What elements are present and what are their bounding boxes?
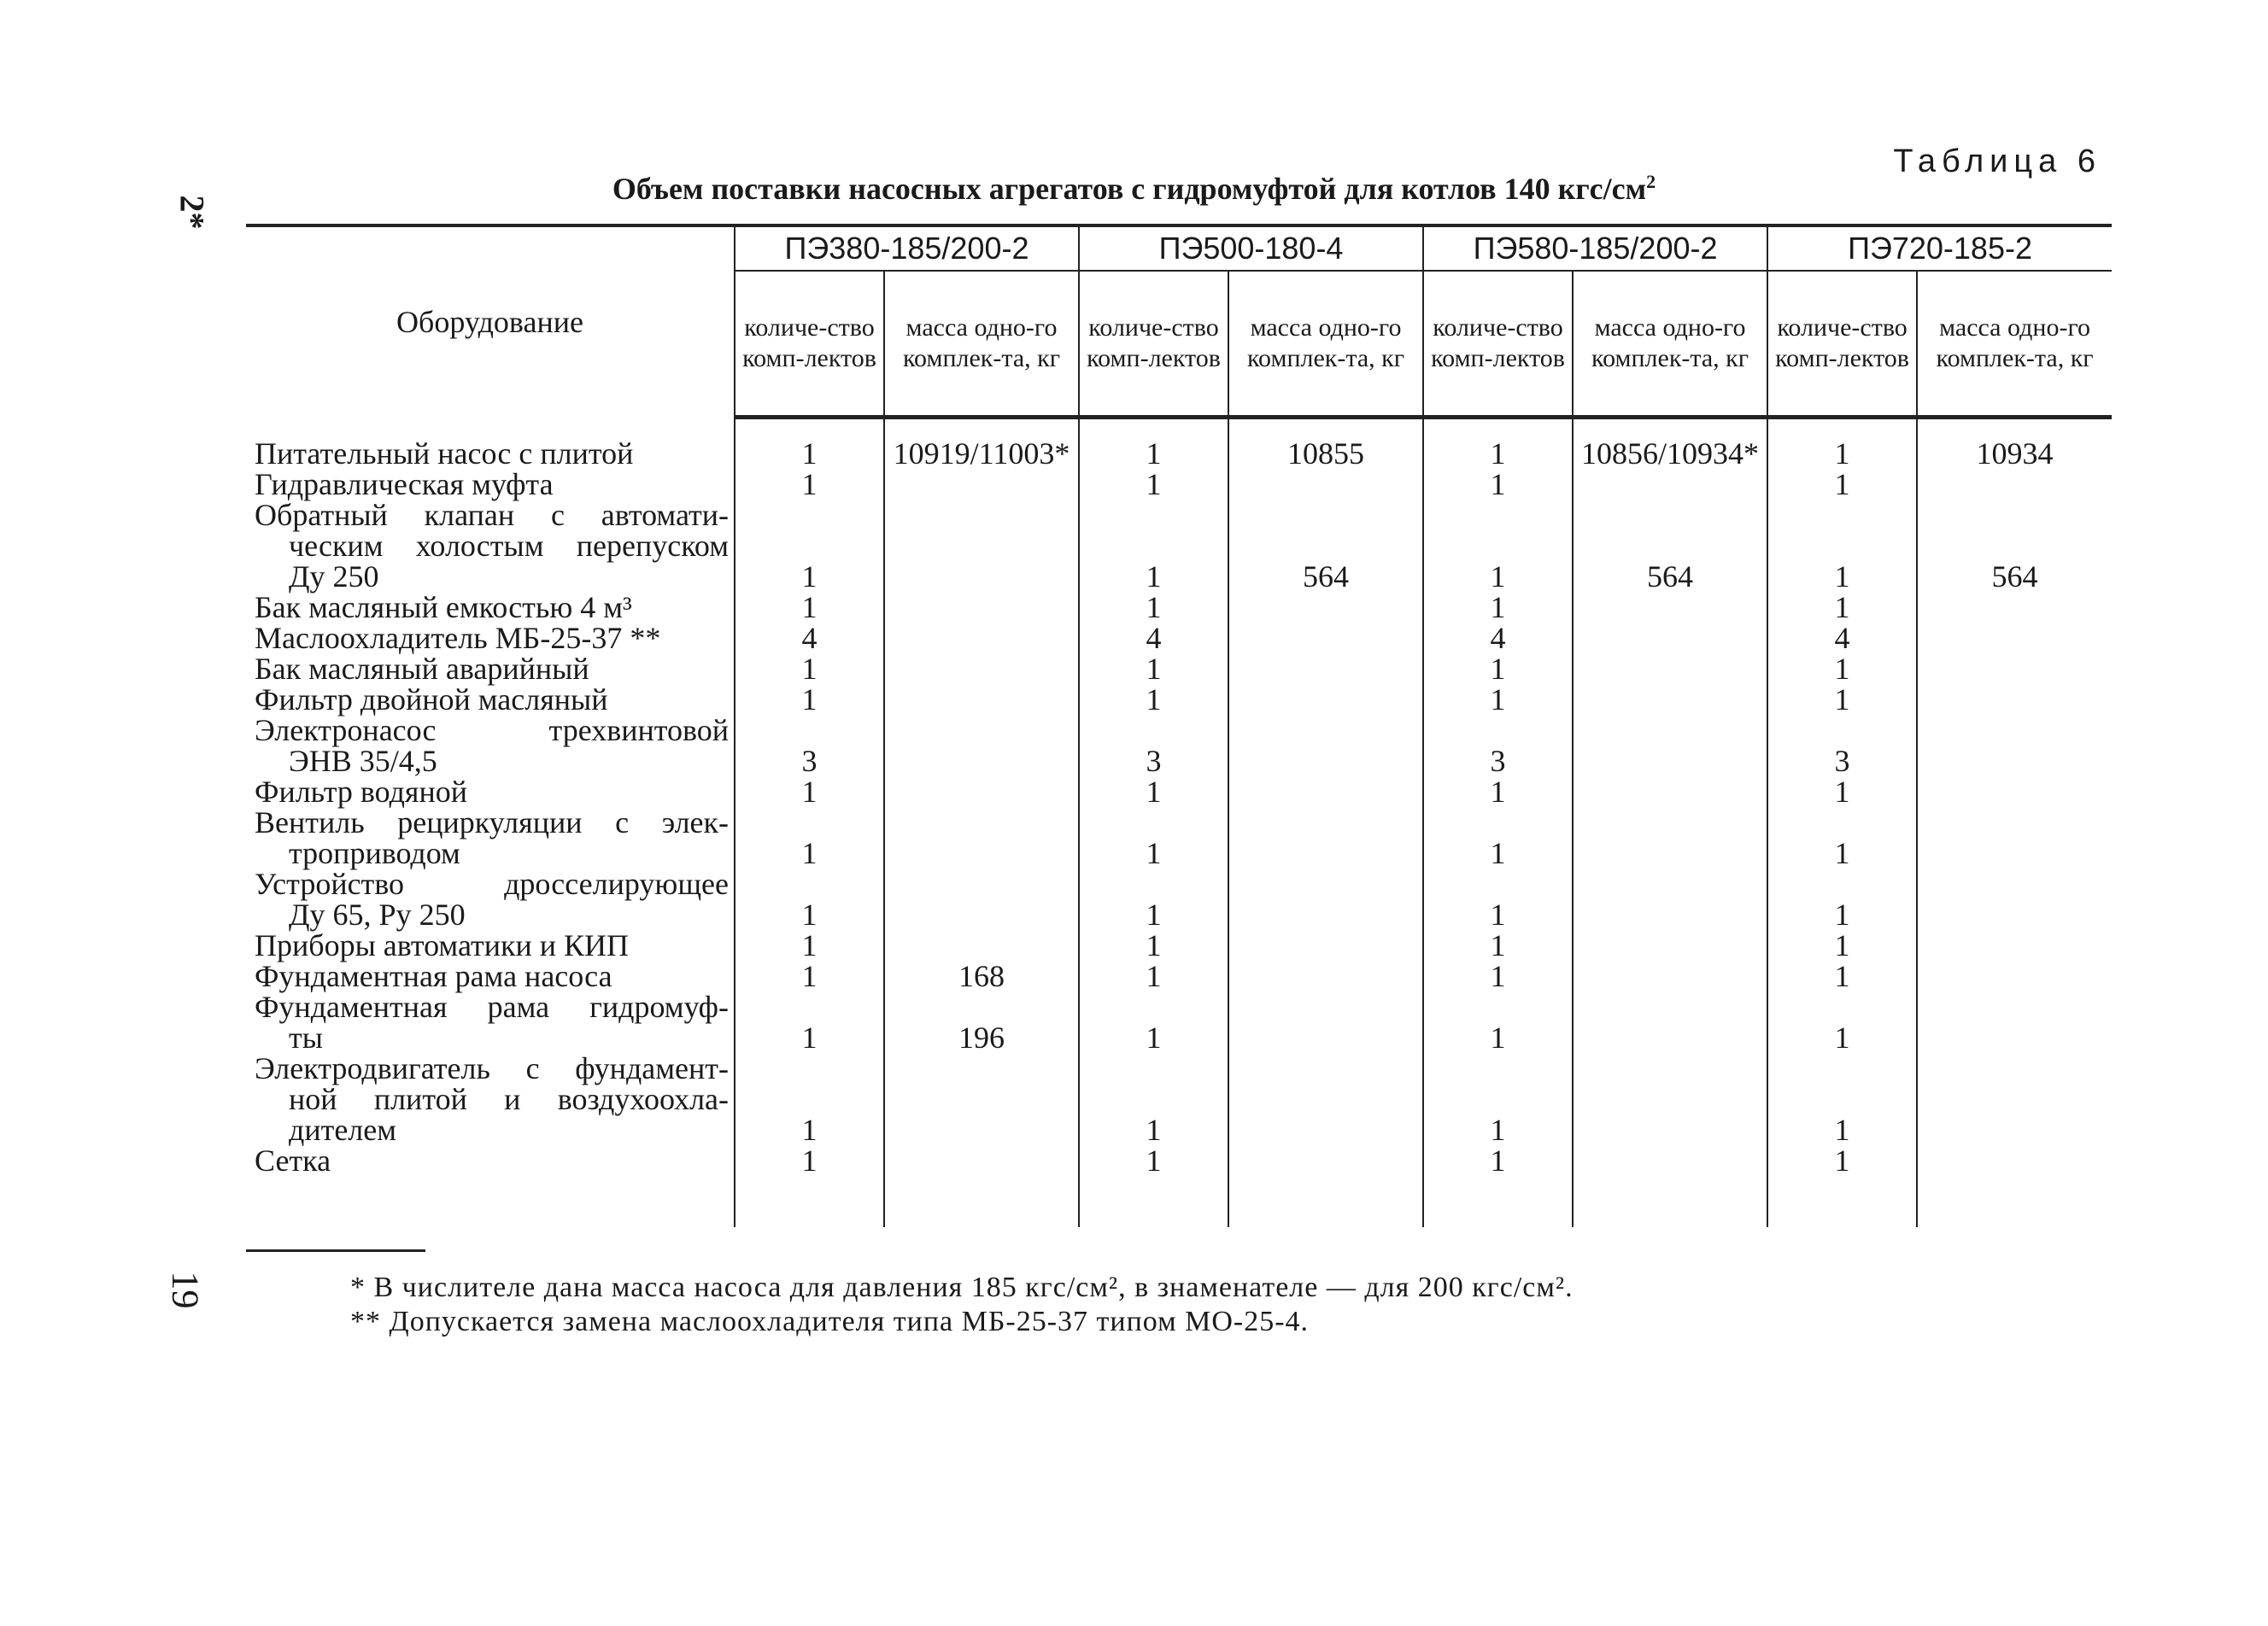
qty-cell: 1: [735, 869, 884, 930]
mass-cell: [1228, 592, 1423, 623]
qty-cell: 1: [1423, 1053, 1573, 1145]
qty-cell: 1: [1767, 500, 1917, 592]
equipment-name-line: ческим холостым перепуском: [289, 529, 729, 563]
mass-cell: [1228, 469, 1423, 500]
mass-cell: [1573, 930, 1767, 961]
mass-cell: [884, 623, 1079, 653]
mass-cell: [1573, 469, 1767, 500]
qty-cell: 1: [1079, 653, 1228, 684]
mass-cell: [884, 653, 1079, 684]
qty-cell: 1: [1767, 653, 1917, 684]
mass-cell: [1917, 1053, 2112, 1145]
equipment-name: [246, 961, 735, 991]
mass-cell: 564: [1573, 500, 1767, 592]
header-mass: [1917, 271, 2112, 418]
table-row: [246, 930, 2112, 961]
equipment-name: [246, 991, 735, 1053]
equipment-name-line: Ду 250: [289, 559, 379, 594]
mass-cell: 196: [884, 991, 1079, 1053]
table-row: [246, 684, 2112, 715]
equipment-name: [246, 715, 735, 776]
footnotes: [350, 1271, 1574, 1339]
qty-cell: 1: [735, 1145, 884, 1176]
qty-cell: 1: [1767, 592, 1917, 623]
mass-cell: [1228, 961, 1423, 991]
qty-cell: 1: [1079, 1145, 1228, 1176]
qty-cell: 1: [735, 684, 884, 715]
qty-cell: 1: [735, 776, 884, 807]
qty-cell: 1: [1423, 807, 1573, 869]
equipment-name: [246, 500, 735, 592]
table-label: Таблица 6: [1893, 143, 2101, 179]
mass-cell: [1917, 469, 2112, 500]
qty-cell: 1: [735, 930, 884, 961]
qty-cell: 1: [1079, 500, 1228, 592]
mass-cell: 564: [1917, 500, 2112, 592]
qty-cell: 1: [1767, 1145, 1917, 1176]
equipment-name-line: Фундаментная рама гидромуф-: [255, 990, 729, 1024]
qty-cell: 1: [1767, 684, 1917, 715]
mass-cell: [884, 684, 1079, 715]
qty-cell: 1: [1423, 592, 1573, 623]
mass-cell: [1917, 776, 2112, 807]
qty-cell: 1: [735, 438, 884, 469]
table-caption: [0, 171, 2268, 207]
header-mass: [1573, 271, 1767, 418]
table-row: [246, 715, 2112, 776]
header-mass-text: масса одно-го комплек-та, кг: [1936, 313, 2094, 372]
equipment-name: [246, 469, 735, 500]
mass-cell: [1228, 684, 1423, 715]
mass-cell: 564: [1228, 500, 1423, 592]
mass-cell: [884, 1053, 1079, 1145]
mass-cell: [1573, 869, 1767, 930]
qty-cell: 1: [1079, 1053, 1228, 1145]
mass-cell: [1228, 776, 1423, 807]
header-qty-text: количе-ство комп-лектов: [1087, 313, 1221, 372]
table-row: [246, 438, 2112, 469]
mass-cell: [1573, 592, 1767, 623]
qty-cell: 4: [735, 623, 884, 653]
qty-cell: 1: [1423, 653, 1573, 684]
mass-cell: [1917, 991, 2112, 1053]
qty-cell: 1: [1079, 469, 1228, 500]
mass-cell: [884, 869, 1079, 930]
table-row: [246, 623, 2112, 653]
header-qty: [1079, 271, 1228, 418]
mass-cell: [884, 469, 1079, 500]
equipment-name: [246, 776, 735, 807]
mass-cell: [884, 807, 1079, 869]
header-equipment: Оборудование: [246, 225, 735, 418]
equipment-name-line: Питательный насос с плитой: [255, 436, 634, 471]
qty-cell: 1: [1423, 684, 1573, 715]
qty-cell: 1: [735, 592, 884, 623]
mass-cell: [1917, 961, 2112, 991]
equipment-name: [246, 592, 735, 623]
equipment-name: [246, 623, 735, 653]
qty-cell: 1: [1423, 869, 1573, 930]
mass-cell: [1573, 991, 1767, 1053]
mass-cell: [1573, 715, 1767, 776]
qty-cell: 1: [1079, 592, 1228, 623]
footnote-2: ** Допускается замена маслоохладителя типа МБ-25-37 типом МО-25-4.: [350, 1306, 1310, 1337]
qty-cell: 1: [735, 500, 884, 592]
mass-cell: [1573, 1145, 1767, 1176]
equipment-name-line: Бак масляный аварийный: [255, 652, 589, 686]
mass-cell: [1917, 869, 2112, 930]
mass-cell: [884, 1145, 1079, 1176]
header-qty: [1767, 271, 1917, 418]
equipment-name-line: Фильтр двойной масляный: [255, 682, 608, 716]
mass-cell: [1917, 653, 2112, 684]
qty-cell: 4: [1423, 623, 1573, 653]
mass-cell: [1573, 684, 1767, 715]
caption-sup: 2: [1646, 171, 1656, 192]
equipment-name: [246, 438, 735, 469]
mass-cell: [884, 500, 1079, 592]
equipment-name: [246, 869, 735, 930]
mass-cell: [884, 592, 1079, 623]
equipment-name-line: Бак масляный емкостью 4 м³: [255, 590, 632, 624]
mass-cell: 10934: [1917, 438, 2112, 469]
mass-cell: [1917, 684, 2112, 715]
equipment-name-line: ЭНВ 35/4,5: [289, 744, 437, 778]
qty-cell: 1: [1423, 930, 1573, 961]
header-qty-text: количе-ство комп-лектов: [1775, 313, 1909, 372]
equipment-name: [246, 684, 735, 715]
table-row: [246, 1145, 2112, 1176]
equipment-name: [246, 807, 735, 869]
equipment-name-line: Приборы автоматики и КИП: [255, 928, 630, 962]
mass-cell: [1573, 653, 1767, 684]
mass-cell: 10919/11003*: [884, 438, 1079, 469]
qty-cell: 3: [1423, 715, 1573, 776]
equipment-name-line: Гидравлическая муфта: [255, 467, 554, 501]
equipment-name-line: Устройство дросселирующее: [255, 867, 729, 901]
header-qty-text: количе-ство комп-лектов: [1431, 313, 1565, 372]
equipment-name-line: Вентиль рециркуляции с элек-: [255, 805, 729, 839]
header-mass: [884, 271, 1079, 418]
table-row: [246, 991, 2112, 1053]
table-tail: [246, 1176, 2112, 1227]
equipment-name-line: ты: [289, 1021, 323, 1055]
header-mass-text: масса одно-го комплек-та, кг: [902, 313, 1061, 372]
header-mass-text: масса одно-го комплек-та, кг: [1247, 313, 1405, 372]
table-row: [246, 807, 2112, 869]
mass-cell: [1573, 1053, 1767, 1145]
mass-cell: [1573, 623, 1767, 653]
mass-cell: [1573, 807, 1767, 869]
mass-cell: [1228, 715, 1423, 776]
mass-cell: [1228, 623, 1423, 653]
equipment-name-line: Фундаментная рама насоса: [255, 959, 612, 993]
mass-cell: [1228, 930, 1423, 961]
table-body: [246, 418, 2112, 1228]
equipment-name-line: Обратный клапан с автомати-: [255, 498, 729, 532]
mass-cell: [1228, 991, 1423, 1053]
equipment-name-line: Фильтр водяной: [255, 775, 468, 809]
qty-cell: 1: [735, 653, 884, 684]
equipment-name: [246, 930, 735, 961]
qty-cell: 1: [1767, 1053, 1917, 1145]
equipment-name-line: Маслоохладитель МБ-25-37 **: [255, 621, 661, 655]
equipment-name-line: Электродвигатель с фундамент-: [255, 1051, 729, 1085]
qty-cell: 1: [1079, 776, 1228, 807]
qty-cell: 1: [735, 469, 884, 500]
equipment-name-line: Ду 65, Ру 250: [289, 898, 466, 932]
equipment-name: [246, 653, 735, 684]
header-qty: [735, 271, 884, 418]
mass-cell: 168: [884, 961, 1079, 991]
qty-cell: 1: [1423, 438, 1573, 469]
qty-cell: 1: [1079, 869, 1228, 930]
mass-cell: [1917, 930, 2112, 961]
mass-cell: [1917, 807, 2112, 869]
margin-mark: 2*: [173, 195, 212, 230]
qty-cell: 1: [1079, 438, 1228, 469]
qty-cell: 1: [735, 1053, 884, 1145]
mass-cell: [1917, 1145, 2112, 1176]
equipment-name: [246, 1053, 735, 1145]
qty-cell: 1: [735, 961, 884, 991]
table-row: [246, 869, 2112, 930]
mass-cell: [884, 776, 1079, 807]
mass-cell: 10855: [1228, 438, 1423, 469]
qty-cell: 4: [1079, 623, 1228, 653]
footnote-1: * В числителе дана масса насоса для давления 185 кгс/см², в знаменателе — для 200 кгс/см².: [350, 1272, 1574, 1303]
header-model-4: ПЭ720-185-2: [1767, 225, 2112, 271]
qty-cell: 1: [1767, 776, 1917, 807]
qty-cell: 1: [1079, 961, 1228, 991]
qty-cell: 1: [735, 991, 884, 1053]
qty-cell: 1: [1423, 961, 1573, 991]
mass-cell: [1228, 653, 1423, 684]
qty-cell: 3: [1767, 715, 1917, 776]
header-mass-text: масса одно-го комплек-та, кг: [1591, 313, 1749, 372]
qty-cell: 1: [1079, 684, 1228, 715]
qty-cell: 3: [735, 715, 884, 776]
header-qty-text: количе-ство комп-лектов: [742, 313, 876, 372]
header-model-1: ПЭ380-185/200-2: [735, 225, 1079, 271]
mass-cell: [1228, 869, 1423, 930]
equipment-name-line: Электронасос трехвинтовой: [255, 713, 729, 747]
qty-cell: 1: [1767, 869, 1917, 930]
mass-cell: [1228, 807, 1423, 869]
qty-cell: 1: [1079, 991, 1228, 1053]
header-model-3: ПЭ580-185/200-2: [1423, 225, 1767, 271]
table-row: [246, 592, 2112, 623]
mass-cell: [1228, 1145, 1423, 1176]
mass-cell: [1228, 1053, 1423, 1145]
mass-cell: [1573, 961, 1767, 991]
table-row: [246, 500, 2112, 592]
caption-text: Объем поставки насосных агрегатов с гидромуфтой для котлов 140 кгс/см: [612, 172, 1647, 206]
equipment-name-line: Сетка: [255, 1143, 331, 1178]
table-row: [246, 776, 2112, 807]
table-row: [246, 469, 2112, 500]
page-number: 19: [164, 1271, 207, 1309]
mass-cell: [1917, 623, 2112, 653]
mass-cell: [1917, 715, 2112, 776]
qty-cell: 1: [1423, 500, 1573, 592]
qty-cell: 1: [1767, 807, 1917, 869]
qty-cell: 1: [1423, 469, 1573, 500]
qty-cell: 1: [1423, 1145, 1573, 1176]
mass-cell: [884, 715, 1079, 776]
qty-cell: 1: [1079, 930, 1228, 961]
supply-table: [246, 224, 2112, 1227]
header-model-2: ПЭ500-180-4: [1079, 225, 1423, 271]
footnote-rule: [246, 1249, 425, 1252]
mass-cell: 10856/10934*: [1573, 438, 1767, 469]
qty-cell: 1: [1767, 438, 1917, 469]
qty-cell: 1: [1767, 930, 1917, 961]
qty-cell: 3: [1079, 715, 1228, 776]
qty-cell: 1: [1767, 469, 1917, 500]
table-row: [246, 961, 2112, 991]
qty-cell: 1: [1423, 991, 1573, 1053]
qty-cell: 1: [1767, 991, 1917, 1053]
equipment-name-line: ной плитой и воздухоохла-: [289, 1082, 729, 1116]
equipment-name: [246, 1145, 735, 1176]
qty-cell: 1: [1767, 961, 1917, 991]
table-row: [246, 1053, 2112, 1145]
equipment-name-line: троприводом: [289, 836, 460, 870]
mass-cell: [884, 930, 1079, 961]
qty-cell: 4: [1767, 623, 1917, 653]
mass-cell: [1917, 592, 2112, 623]
mass-cell: [1573, 776, 1767, 807]
qty-cell: 1: [1423, 776, 1573, 807]
qty-cell: 1: [1079, 807, 1228, 869]
equipment-name-line: дителем: [289, 1113, 397, 1147]
table-spacer: [246, 418, 2112, 439]
table-row: [246, 653, 2112, 684]
header-mass: [1228, 271, 1423, 418]
header-qty: [1423, 271, 1573, 418]
qty-cell: 1: [735, 807, 884, 869]
